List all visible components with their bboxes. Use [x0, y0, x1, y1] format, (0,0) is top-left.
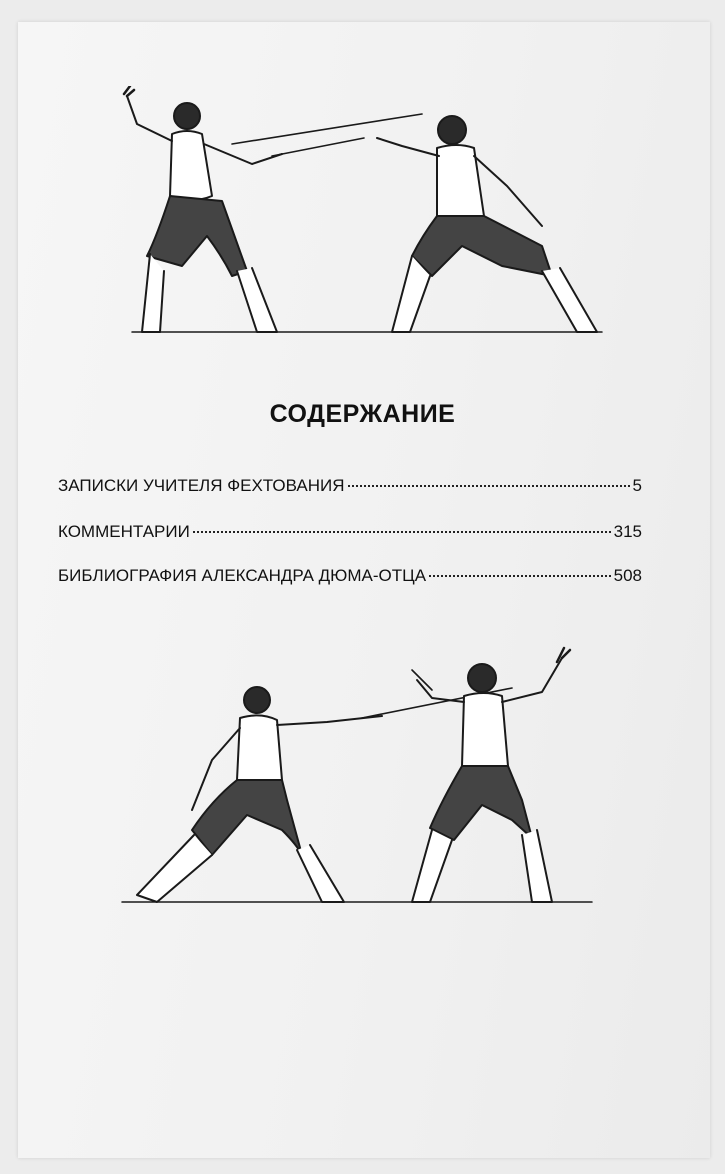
toc-entry-page: 315 — [613, 522, 642, 541]
fencers-illustration-top — [112, 86, 612, 348]
toc-entry[interactable] — [58, 476, 642, 496]
toc-entry[interactable] — [58, 522, 642, 542]
toc-entry-page: 508 — [613, 566, 642, 585]
fencers-illustration-bottom — [112, 640, 612, 925]
contents-title: СОДЕРЖАНИЕ — [269, 400, 456, 428]
dot-leader — [429, 575, 611, 577]
toc-entry[interactable] — [58, 566, 642, 586]
dot-leader — [193, 531, 611, 533]
toc-entry-label: КОММЕНТАРИИ — [58, 522, 190, 541]
toc-entry-label: ЗАПИСКИ УЧИТЕЛЯ ФЕХТОВАНИЯ — [58, 476, 345, 495]
toc-entry-page: 5 — [632, 476, 642, 495]
toc-entry-label: БИБЛИОГРАФИЯ АЛЕКСАНДРА ДЮМА-ОТЦА — [58, 566, 427, 585]
dot-leader — [348, 485, 630, 487]
